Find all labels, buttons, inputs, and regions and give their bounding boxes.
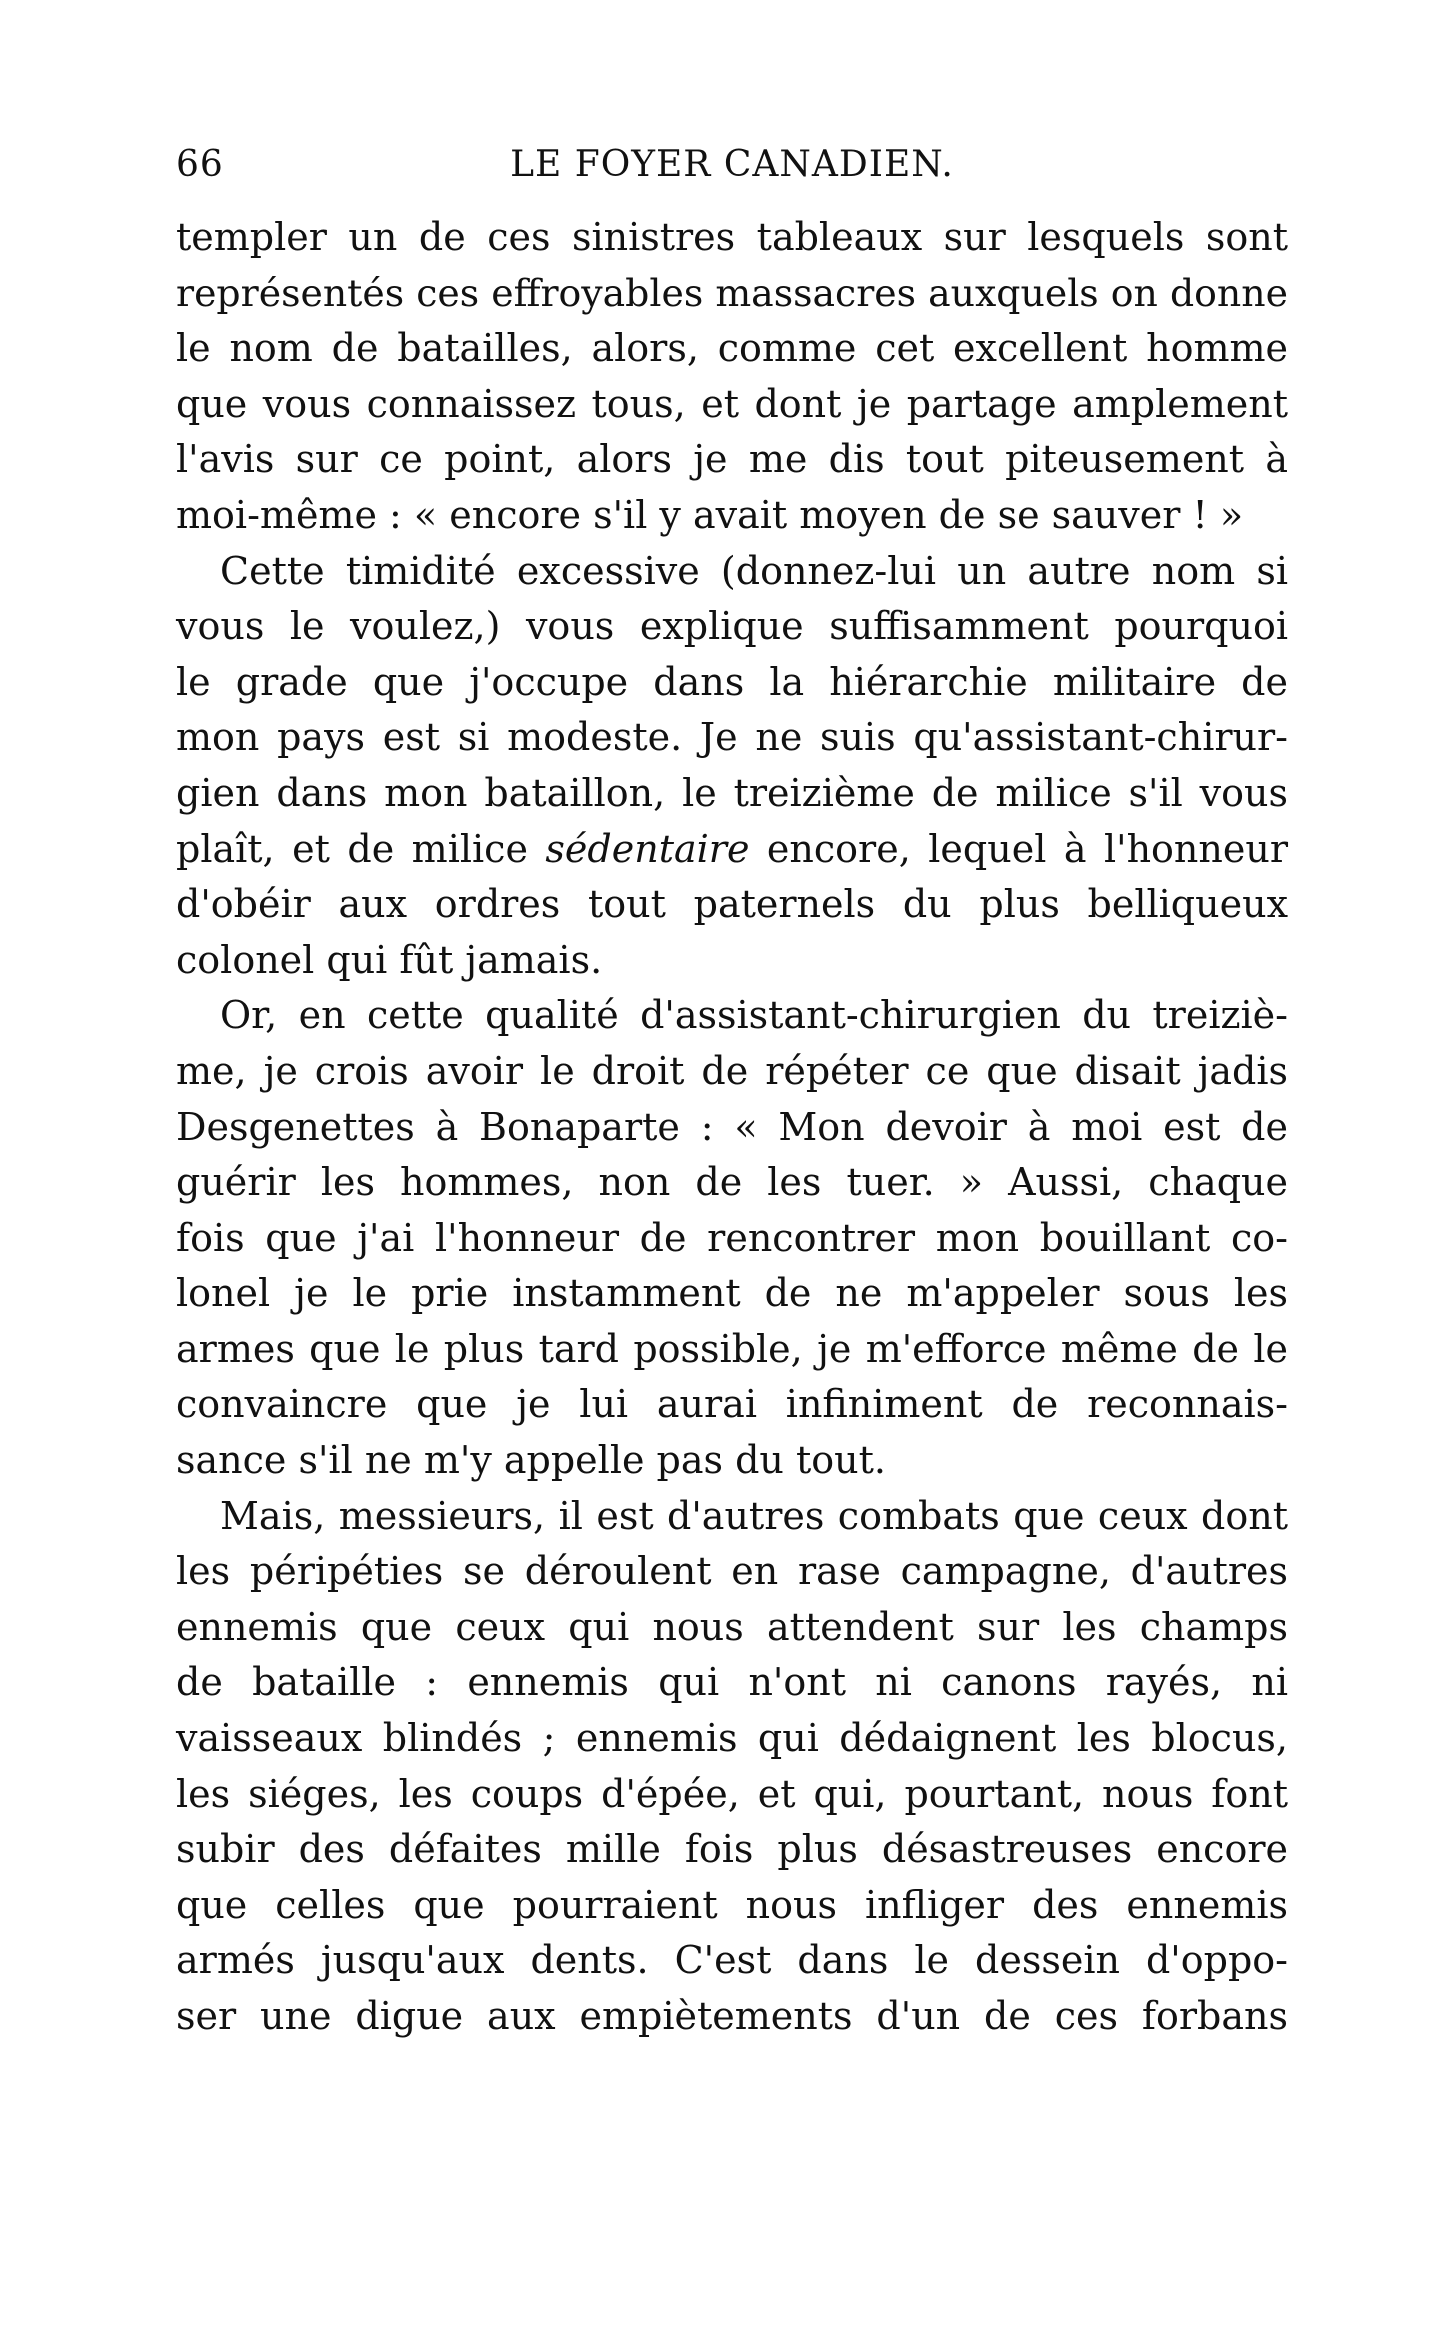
text-line: le nom de batailles, alors, comme cet excellent homme — [176, 326, 1288, 371]
text-line: représentés ces effroyables massacres auxquels on donne — [176, 270, 1288, 315]
text-line: ennemis que ceux qui nous attendent sur les champs — [176, 1604, 1288, 1649]
text-line: que vous connaissez tous, et dont je partage amplement — [176, 381, 1288, 426]
text-line: Or, en cette qualité d'assistant-chirurgien du treiziè- — [220, 993, 1288, 1038]
paragraph — [176, 1489, 1288, 2045]
text-line: Desgenettes à Bonaparte : « Mon devoir à moi est de — [176, 1104, 1288, 1149]
text-line: l'avis sur ce point, alors je me dis tout piteusement à — [176, 437, 1288, 482]
running-title: LE FOYER CANADIEN. — [510, 144, 954, 185]
running-head — [176, 140, 1288, 190]
paragraph — [176, 988, 1288, 1488]
text-line: armes que le plus tard possible, je m'efforce même de le — [176, 1326, 1288, 1371]
body-text — [176, 210, 1288, 2045]
paragraph — [176, 210, 1288, 544]
paragraph — [176, 544, 1288, 989]
text-line: ser une digue aux empiètements d'un de ces forbans — [176, 1994, 1288, 2038]
text-line: de bataille : ennemis qui n'ont ni canons rayés, ni — [176, 1660, 1288, 1705]
text-line: colonel qui fût jamais. — [176, 937, 603, 982]
text-line: vaisseaux blindés ; ennemis qui dédaignent les blocus, — [176, 1716, 1288, 1761]
text-line: Cette timidité excessive (donnez-lui un autre nom si — [220, 548, 1288, 593]
text-line: guérir les hommes, non de les tuer. » Aussi, chaque — [176, 1160, 1288, 1205]
page-number: 66 — [176, 144, 224, 185]
text-line: templer un de ces sinistres tableaux sur lesquels sont — [176, 215, 1288, 259]
text-line: sance s'il ne m'y appelle pas du tout. — [176, 1438, 886, 1483]
text-line: d'obéir aux ordres tout paternels du plus belliqueux — [176, 882, 1288, 927]
text-line: armés jusqu'aux dents. C'est dans le dessein d'oppo- — [176, 1938, 1288, 1983]
text-line: subir des défaites mille fois plus désastreuses encore — [176, 1827, 1288, 1872]
text-line: que celles que pourraient nous infliger des ennemis — [176, 1882, 1288, 1927]
text-line: fois que j'ai l'honneur de rencontrer mon bouillant co- — [176, 1215, 1288, 1260]
text-line: les péripéties se déroulent en rase campagne, d'autres — [176, 1549, 1288, 1594]
text-line: lonel je le prie instamment de ne m'appeler sous les — [176, 1271, 1288, 1316]
italic-word: sédentaire — [545, 826, 750, 871]
text-line: le grade que j'occupe dans la hiérarchie militaire de — [176, 659, 1288, 704]
text-line: mon pays est si modeste. Je ne suis qu'assistant-chirur- — [176, 715, 1288, 760]
text-line: Mais, messieurs, il est d'autres combats que ceux dont — [220, 1493, 1288, 1538]
text-line: gien dans mon bataillon, le treizième de milice s'il vous — [176, 770, 1288, 815]
text-line-with-italic: plaît, et de milice sédentaire encore, lequel à l'honneur — [176, 826, 1288, 871]
text-line: vous le voulez,) vous explique suffisamment pourquoi — [176, 604, 1288, 649]
text-line: convaincre que je lui aurai infiniment de reconnais- — [176, 1382, 1288, 1427]
text-line: moi-même : « encore s'il y avait moyen de se sauver ! » — [176, 492, 1244, 537]
text-line: me, je crois avoir le droit de répéter ce que disait jadis — [176, 1048, 1288, 1093]
text-line: les siéges, les coups d'épée, et qui, pourtant, nous font — [176, 1771, 1288, 1816]
